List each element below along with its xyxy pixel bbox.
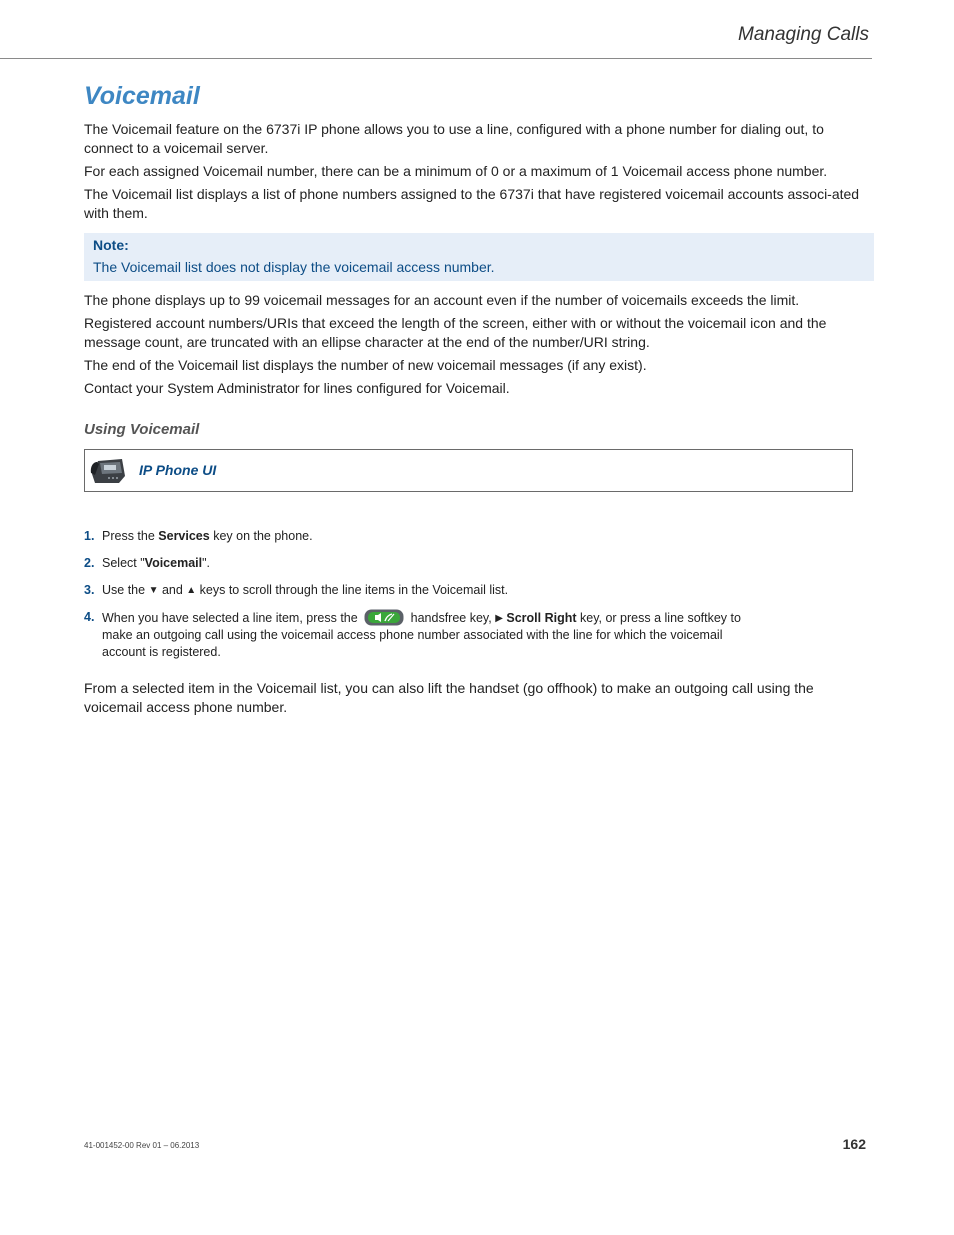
step-text: Press the Services key on the phone. [102,529,313,543]
intro-paragraph: The Voicemail list displays a list of phone numbers assigned to the 6737i that have registered voicemail accounts associ-ated with them. [84,186,860,221]
body-paragraph: The phone displays up to 99 voicemail messages for an account even if the number of voicemails exceeds the limit. [84,292,800,308]
page-header-title: Managing Calls [738,24,869,45]
footer-page-number: 162 [842,1136,866,1152]
step-text: When you have selected a line item, press the handsfree key, ▶ Scroll Right key, or press a line softkey to make an outgoing call using the voicemail access phone number associated with the line for which the voicemail account is registered. [102,611,741,659]
step-item [84,609,866,661]
ip-phone-icon [89,456,127,486]
step-number: 2. [84,556,95,570]
note-title: Note: [93,237,129,253]
step-item [84,582,866,599]
step-text: Use the ▼ and ▲ keys to scroll through the line items in the Voicemail list. [102,583,509,597]
step-number: 4. [84,610,95,624]
ip-phone-ui-box [84,449,853,492]
footer-doc-number: 41-001452-00 Rev 01 – 06.2013 [84,1141,200,1150]
subsection-title: Using Voicemail [84,421,200,438]
body-paragraph: Registered account numbers/URIs that exceed the length of the screen, either with or without the voicemail icon and the message count, are truncated with an ellipse character at the end of the number/URI string. [84,315,827,350]
header-rule [0,58,872,59]
ip-phone-ui-label: IP Phone UI [139,462,217,478]
right-arrow-icon: ▶ [495,613,503,624]
body-paragraph: The end of the Voicemail list displays the number of new voicemail messages (if any exist). [84,357,647,373]
handsfree-key-icon [364,609,404,626]
down-arrow-icon: ▼ [148,585,159,596]
step-item [84,528,866,545]
page-title: Voicemail [84,82,200,110]
note-text: The Voicemail list does not display the voicemail access number. [93,259,495,275]
body-paragraph: Contact your System Administrator for lines configured for Voicemail. [84,380,510,396]
step-number: 1. [84,529,95,543]
steps-list [84,528,866,661]
intro-paragraph: For each assigned Voicemail number, there can be a minimum of 0 or a maximum of 1 Voicemail access phone number. [84,163,828,179]
closing-paragraph: From a selected item in the Voicemail list, you can also lift the handset (go offhook) to make an outgoing call using the voicemail access phone number. [84,680,814,715]
step-text: Select "Voicemail". [102,556,211,570]
step-item [84,555,866,572]
step-number: 3. [84,583,95,597]
page-content [84,80,866,721]
up-arrow-icon: ▲ [186,585,197,596]
intro-paragraph: The Voicemail feature on the 6737i IP phone allows you to use a line, configured with a phone number for dialing out, to connect to a voicemail server. [84,121,824,156]
note-box [84,233,874,281]
